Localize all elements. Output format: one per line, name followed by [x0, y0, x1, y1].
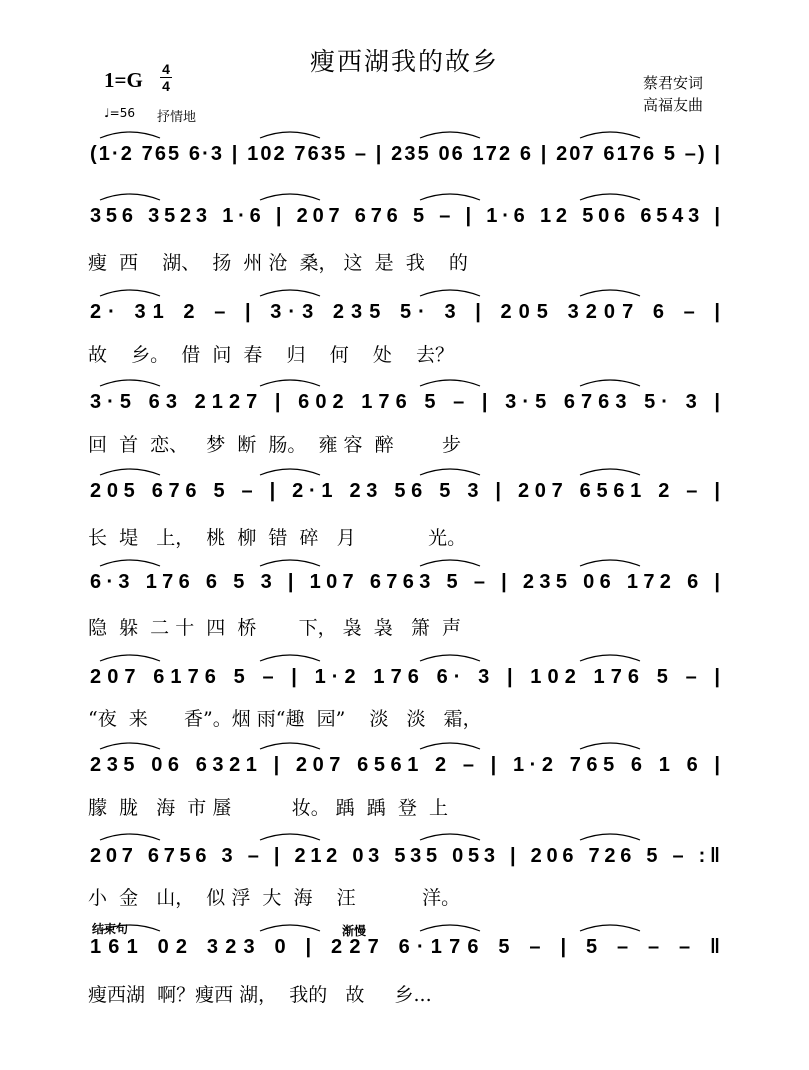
slur-arc	[100, 834, 160, 840]
slur-arc	[260, 743, 320, 749]
key-signature: 1=G	[104, 68, 143, 92]
slur-arc	[420, 925, 480, 931]
composer: 高福友曲	[643, 96, 704, 114]
slur-arc	[420, 743, 480, 749]
slur-arc	[420, 380, 480, 386]
song-title: 瘦西湖我的故乡	[309, 47, 499, 76]
slur-arc	[580, 469, 640, 475]
lyricist: 蔡君安词	[643, 74, 704, 92]
slur-arc	[100, 560, 160, 566]
slur-arc	[420, 469, 480, 475]
slur-arc	[260, 194, 320, 200]
slur-arc	[580, 380, 640, 386]
slur-arc	[580, 834, 640, 840]
time-signature-top: 4	[162, 61, 170, 77]
slur-arc	[580, 194, 640, 200]
notation-line: 356 3523 1·6 | 207 676 5 – | 1·6 12 506 6543 |	[90, 205, 721, 227]
slur-arc	[420, 194, 480, 200]
notation-line: 235 06 6321 | 207 6561 2 – | 1·2 765 6 1 6 |	[90, 754, 721, 776]
notation-line: 207 6756 3 – | 212 03 535 053 | 206 726 5 – :‖	[90, 845, 720, 867]
slur-arc	[580, 290, 640, 296]
slur-arc	[100, 132, 160, 138]
slowing-mark: 渐慢	[342, 924, 367, 938]
slur-arc	[260, 560, 320, 566]
slur-arc	[580, 925, 640, 931]
slur-arc	[420, 132, 480, 138]
slur-arc	[100, 743, 160, 749]
notation-line: 161 02 323 0 | 227 6·176 5 – | 5 – – – ‖	[90, 936, 720, 958]
slur-arc	[100, 655, 160, 661]
lyrics-line: 隐 躲 二 十 四 桥 下， 袅 袅 箫 声	[88, 617, 461, 639]
slur-arc	[100, 290, 160, 296]
slur-arc	[420, 290, 480, 296]
expression-marking: 抒情地	[157, 110, 197, 125]
slur-arc	[580, 132, 640, 138]
notation-line: 205 676 5 – | 2·1 23 56 5 3 | 207 6561 2 – |	[90, 480, 721, 502]
lyrics-line: 长 堤 上， 桃 柳 错 碎 月 光。	[88, 527, 467, 549]
slur-arc	[420, 560, 480, 566]
notation-line: 207 6176 5 – | 1·2 176 6· 3 | 102 176 5 – |	[90, 666, 720, 688]
slur-arc	[260, 132, 320, 138]
slur-arc	[580, 560, 640, 566]
lyrics-line: 朦 胧 海 市 蜃 妆。 踽 踽 登 上	[88, 797, 448, 819]
slur-arc	[100, 194, 160, 200]
slur-arc	[260, 380, 320, 386]
lyrics-line: 瘦西湖 啊？瘦西 湖， 我的 故 乡...	[88, 984, 432, 1006]
notation-line: 6·3 176 6 5 3 | 107 6763 5 – | 235 06 172 6 |	[90, 571, 720, 593]
lyrics-line: 小 金 山， 似 浮 大 海 汪 洋。	[88, 887, 461, 909]
notation-line: 3·5 63 2127 | 602 176 5 – | 3·5 6763 5· 3 |	[90, 391, 720, 413]
lyrics-line: 瘦 西 湖、 扬 州 沧 桑， 这 是 我 的	[88, 252, 468, 274]
tempo-marking: ♩=56	[104, 106, 135, 120]
lyrics-line: 回 首 恋、 梦 断 肠。 雍 容 醉 步	[88, 434, 461, 456]
slur-arc	[100, 380, 160, 386]
lyrics-line: 故 乡。 借 问 春 归 何 处 去？	[88, 344, 455, 366]
slur-arc	[420, 834, 480, 840]
slur-arc	[580, 655, 640, 661]
slur-arc	[260, 925, 320, 931]
lyrics-line: “夜 来 香”。烟 雨“趣 园” 淡 淡 霜，	[88, 708, 482, 730]
time-signature-bottom: 4	[162, 78, 170, 94]
notation-line: 2· 31 2 – | 3·3 235 5· 3 | 205 3207 6 – |	[90, 301, 721, 323]
slur-arc	[260, 469, 320, 475]
slur-arc	[580, 743, 640, 749]
slur-arc	[100, 469, 160, 475]
slur-arc	[260, 655, 320, 661]
slur-arc	[420, 655, 480, 661]
notation-line: (1·2 765 6·3 | 102 7635 – | 235 06 172 6 | 207 6176 5 –) |	[90, 143, 721, 165]
slur-arc	[260, 834, 320, 840]
slur-arc	[260, 290, 320, 296]
ending-mark: 结束句	[92, 922, 129, 936]
